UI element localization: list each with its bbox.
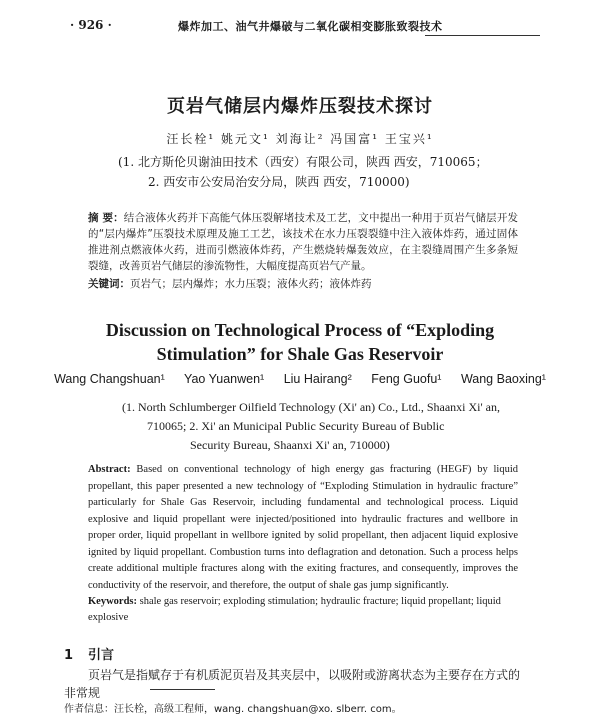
english-affiliations bbox=[122, 398, 500, 455]
running-header bbox=[70, 18, 540, 36]
author: Liu Hairang² bbox=[283, 372, 352, 386]
introduction-body bbox=[64, 666, 524, 702]
chinese-keywords bbox=[88, 276, 518, 291]
chinese-affiliation-2: 2. 西安市公安局治安分局，陕西 西安，710000) bbox=[148, 175, 410, 189]
section-heading bbox=[64, 644, 114, 663]
header-rule bbox=[425, 35, 540, 36]
journal-title: 爆炸加工、油气井爆破与二氧化碳相变膨胀致裂技术 bbox=[178, 20, 443, 33]
english-title bbox=[0, 318, 600, 366]
english-affiliation-line-3: Security Bureau, Shaanxi Xi' an, 710000) bbox=[190, 438, 390, 452]
chinese-keywords-label: 关键词： bbox=[88, 278, 130, 290]
chinese-affiliations bbox=[118, 152, 488, 192]
english-keywords-label: Keywords: bbox=[88, 596, 137, 607]
author: Wang Baoxing¹ bbox=[460, 372, 546, 386]
english-title-line-1: Discussion on Technological Process of “Exploding bbox=[105, 320, 495, 340]
chinese-abstract-label: 摘 要： bbox=[88, 212, 124, 224]
author: Wang Changshuan¹ bbox=[54, 372, 165, 386]
english-affiliation-line-2: 710065; 2. Xi' an Municipal Public Security Bureau of Bublic bbox=[147, 419, 445, 433]
author: Yao Yuanwen¹ bbox=[184, 372, 265, 386]
chinese-keywords-text: 页岩气；层内爆炸；水力压裂；液体火药；液体炸药 bbox=[130, 278, 372, 290]
english-abstract bbox=[88, 462, 518, 594]
section-title: 引言 bbox=[88, 648, 115, 663]
introduction-paragraph: 页岩气是指赋存于有机质泥页岩及其夹层中，以吸附或游离状态为主要存在方式的非常规 bbox=[64, 668, 521, 700]
english-affiliation-line-1: (1. North Schlumberger Oilfield Technology (Xi' an) Co., Ltd., Shaanxi Xi' an, bbox=[122, 400, 500, 414]
chinese-abstract-text: 结合液体火药并下高能气体压裂解堵技术及工艺，文中提出一种用于页岩气储层开发的“层内爆炸”压裂技术原理及施工工艺，该技术在水力压裂裂缝中注入液体炸药，通过固体推进剂点燃液体火药，进而引燃液体炸药，产生燃烧转爆轰效应，在主裂缝周围产生多条短裂缝，改善页岩气储层的渗流物性，大幅度提高页岩气产量。 bbox=[88, 212, 519, 272]
english-authors bbox=[0, 372, 600, 386]
chinese-affiliation-1: (1. 北方斯伦贝谢油田技术（西安）有限公司，陕西 西安，710065； bbox=[118, 155, 488, 169]
chinese-title: 页岩气储层内爆炸压裂技术探讨 bbox=[167, 96, 433, 117]
footnote-rule bbox=[150, 689, 215, 690]
page-number: · 926 · bbox=[70, 18, 112, 32]
english-abstract-text: Based on conventional technology of high energy gas fracturing (HEGF) by liquid propellant, this paper presented a new technology of “Exploding Stimulation in hydraulic fracture” particularly for Shale Gas Reservoir, including fundamental and technological process. Liquid explosive and liquid propellant were injected/positioned into hydraulic fractures and wellbore in proper order, liquid propellant in wellbore ignited by solid propellant, then adjacent liquid explosive ignited by liquid propellant. Combustion turns into deflagration and detonation. Such a process helps create additional multiple fractures along with the exiting fractures, and consequently, improves the conductivity of the reservoir, and therefore, the output of shale gas jump significantly. bbox=[88, 464, 519, 591]
english-abstract-label: Abstract: bbox=[88, 464, 131, 475]
chinese-abstract bbox=[88, 210, 518, 274]
author: Feng Guofu¹ bbox=[371, 372, 442, 386]
english-keywords bbox=[88, 594, 518, 626]
section-number: 1 bbox=[64, 648, 74, 663]
english-keywords-text: shale gas reservoir; exploding stimulation; hydraulic fracture; liquid propellant; liquid explosive bbox=[88, 596, 501, 623]
author-footnote: 作者信息：汪长栓，高级工程师，wang. changshuan@xo. slberr. com。 bbox=[64, 704, 402, 715]
english-title-line-2: Stimulation” for Shale Gas Reservoir bbox=[156, 344, 444, 364]
chinese-authors: 汪长栓¹ 姚元文¹ 刘海让² 冯国富¹ 王宝兴¹ bbox=[166, 132, 434, 146]
